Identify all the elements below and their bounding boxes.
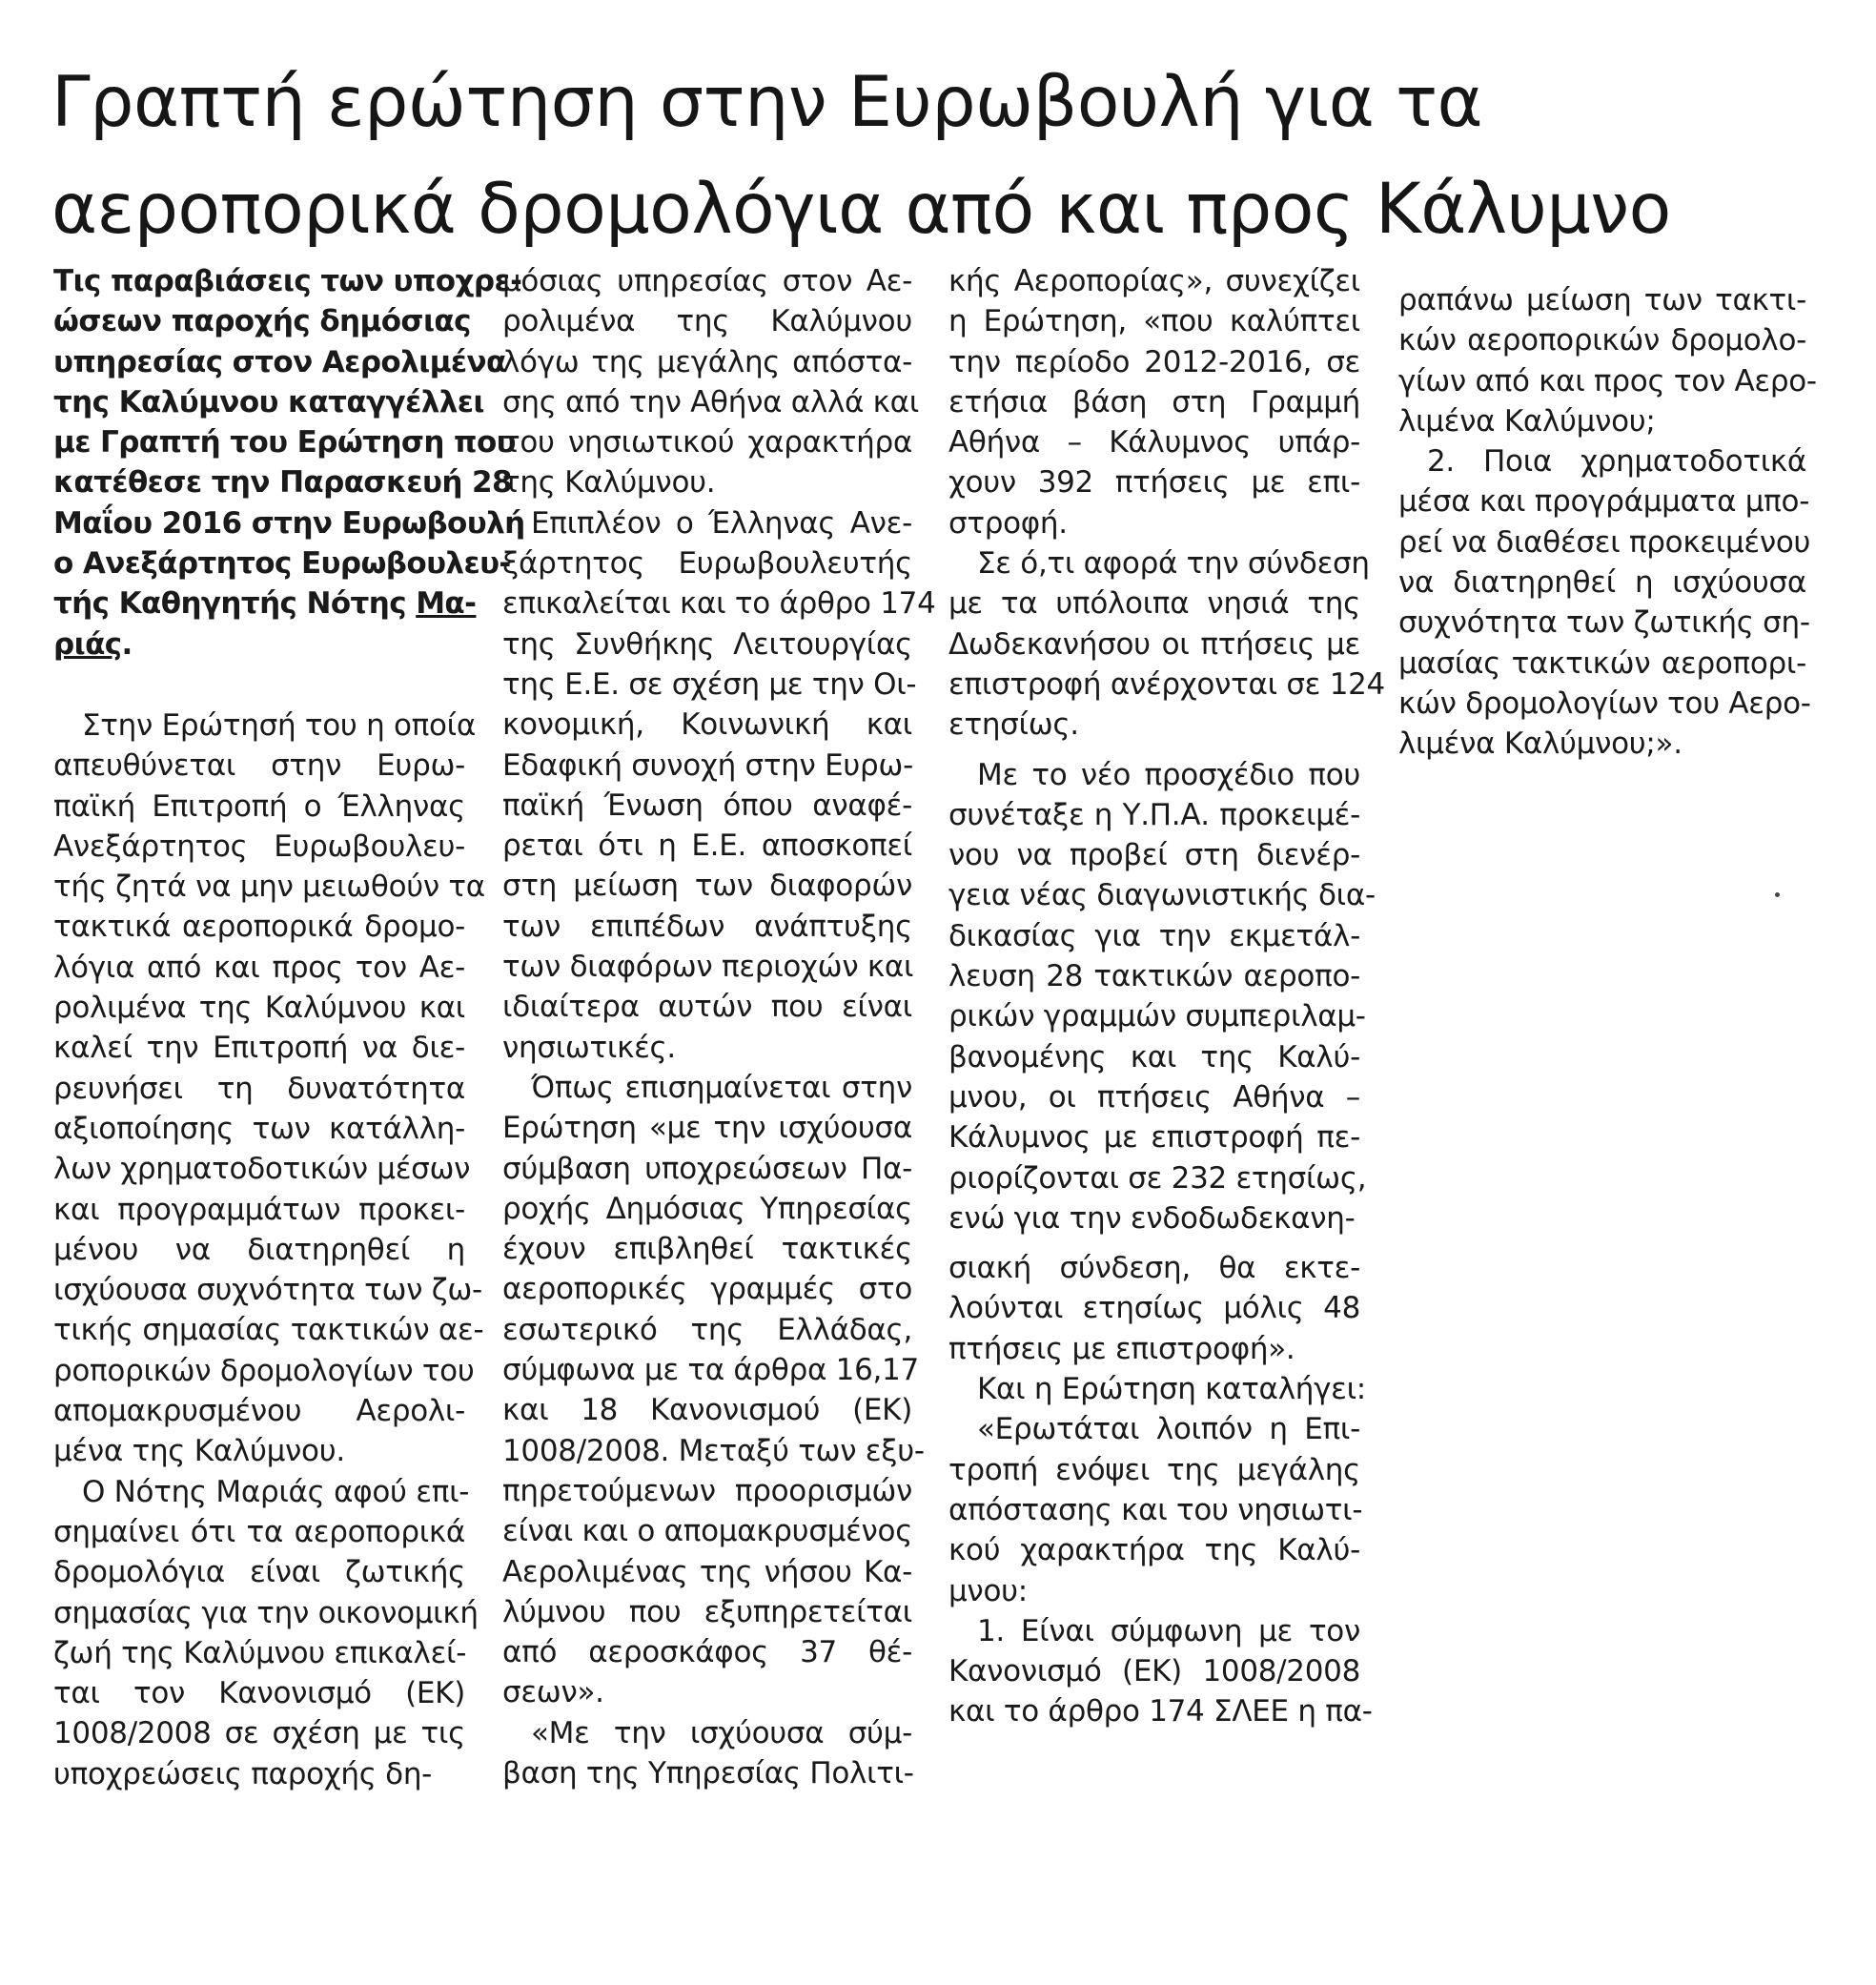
text-line: 1. Είναι σύμφωνη με τον [977,1613,1360,1648]
text-line: ο Ανεξάρτητος Ευρωβουλευ- [53,546,511,582]
paragraph [502,1713,912,1794]
text-line: Όπως επισημαίνεται στην [531,1070,912,1105]
text-line: παϊκή Επιτροπή ο Έλληνας [53,788,465,824]
text-line: πηρετούμενων προορισμών [502,1473,912,1508]
text-line: 1008/2008 σε σχέση με τις [53,1716,465,1751]
text-line: ρικών γραμμών συμπεριλαμ- [948,999,1366,1034]
text-line: παϊκή Ένωση όπου αναφέ- [502,788,912,823]
lead-paragraph [53,261,525,665]
paragraph [948,1409,1363,1610]
text-line: σιακή σύνδεση, θα εκτε- [948,1251,1360,1286]
text-line: σης από την Αθήνα αλλά και [502,384,919,420]
text-line: ετησίως. [948,707,1079,743]
text-line: σημασίας για την οικονομική [53,1595,479,1630]
text-line: από αεροσκάφος 37 θέ- [502,1635,912,1670]
text-line: σεων». [502,1675,604,1710]
text-line: σημαίνει ότι τα αεροπορικά [53,1514,465,1549]
text-line: και το άρθρο 174 ΣΛΕΕ η πα- [948,1694,1373,1729]
text-line: μνου, οι πτήσεις Αθήνα – [948,1079,1360,1115]
text-line: Αερολιμένας της νήσου Κα- [502,1554,912,1589]
text-line: Δωδεκανήσου οι πτήσεις με [948,626,1360,662]
text-line: κατέθεσε την Παρασκευή 28 [53,465,512,501]
text-line: κού χαρακτήρα της Καλύ- [948,1533,1360,1568]
text-line: έχουν επιβληθεί τακτικές [502,1232,912,1267]
paragraph [948,543,1385,745]
text-line: λευση 28 τακτικών αεροπο- [948,959,1360,994]
text-line: λούνται ετησίως μόλις 48 [948,1291,1360,1326]
text-line: της Καλύμνου. [502,465,716,501]
text-line: κονομική, Κοινωνική και [502,707,912,743]
text-line: λιμένα Καλύμνου;». [1398,726,1682,762]
text-line: ρεί να διαθέσει προκειμένου [1398,524,1811,560]
text-line: πτήσεις με επιστροφή». [948,1331,1295,1366]
text-line: λύμνου που εξυπηρετείται [502,1594,912,1629]
text-line: Σε ό,τι αφορά την σύνδεση [977,546,1370,582]
text-line: η Ερώτηση, «που καλύπτει [948,304,1360,339]
text-line: καλεί την Επιτροπή να διε- [53,1031,465,1066]
paragraph [502,261,919,503]
text-line: ρολιμένα της Καλύμνου και [53,991,465,1026]
paragraph [502,503,936,1068]
column-1 [53,261,525,1794]
text-line: Ανεξάρτητος Ευρωβουλευ- [53,829,465,864]
text-line: μένου να διατηρηθεί η [53,1232,465,1267]
text-line: επικαλείται και το άρθρο 174 [502,586,936,622]
text-line: νου να προβεί στη διενέρ- [948,838,1360,873]
text-line: ραπάνω μείωση των τακτι- [1398,283,1806,317]
text-line: Ερώτηση «με την ισχύουσα [502,1111,912,1146]
paragraph [53,706,485,1472]
text-line: την περίοδο 2012-2016, σε [948,344,1360,379]
text-line: ενώ για την ενδοδωδεκανη- [948,1200,1356,1236]
text-line: της Καλύμνου καταγγέλλει [53,384,484,420]
text-line: ται τον Κανονισμό (ΕΚ) [53,1676,465,1711]
text-line: γεια νέας διαγωνιστικής δια- [948,878,1376,913]
text-line: Εδαφική συνοχή στην Ευρω- [502,747,913,783]
headline-line-1: Γραπτή ερώτηση στην Ευρωβουλή για τα [51,62,1483,143]
text-line: Με το νέο προσχέδιο που [977,757,1360,792]
text-line: ρεται ότι η Ε.Ε. αποσκοπεί [502,829,912,864]
paragraph [948,755,1376,1239]
text-line: να διατηρηθεί η ισχύουσα [1398,565,1806,601]
text-line: εσωτερικό της Ελλάδας, [502,1312,912,1347]
text-line: είναι και ο απομακρυσμένος [502,1514,913,1549]
text-line: συνέταξε η Υ.Π.Α. προκειμέ- [948,797,1360,832]
paragraph [502,1068,925,1713]
paragraph [1398,441,1811,764]
text-line: με τα υπόλοιπα νησιά της [948,586,1360,622]
text-line: «Με την ισχύουσα σύμ- [531,1715,912,1750]
text-line: 2. Ποια χρηματοδοτικά [1427,444,1806,480]
paragraph [948,261,1360,543]
text-line: ιδιαίτερα αυτών που είναι [502,990,912,1025]
text-line: υποχρεώσεις παροχής δη- [53,1756,433,1791]
text-line: των επιπέδων ανάπτυξης [502,909,912,944]
text-line: επιστροφή ανέρχονται σε 124 [948,666,1385,702]
text-line: μένα της Καλύμνου. [53,1434,345,1469]
text-line: κής Αεροπορίας», συνεχίζει [948,264,1360,298]
text-line: Επιπλέον ο Έλληνας Ανε- [531,505,912,541]
text-line: γίων από και προς τον Αερο- [1398,363,1817,399]
text-line: βανομένης και της Καλύ- [948,1039,1360,1074]
text-line: κών αεροπορικών δρομολο- [1398,323,1806,358]
article-headline [51,50,1671,263]
text-line: ριορίζονται σε 232 ετησίως, [948,1160,1367,1196]
text-line: κών δρομολογίων του Αερο- [1398,686,1811,721]
text-line: Τις παραβιάσεις των υποχρε- [53,264,522,298]
text-line: βαση της Υπηρεσίας Πολιτι- [502,1755,914,1791]
text-line: τακτικά αεροπορικά δρομο- [53,910,465,945]
text-line: ρολιμένα της Καλύμνου [502,304,912,339]
text-line: Αθήνα – Κάλυμνος υπάρ- [948,425,1360,460]
text-line: Κανονισμό (ΕΚ) 1008/2008 [948,1654,1360,1689]
paragraph [1398,280,1817,441]
text-line: της Συνθήκης Λειτουργίας [502,626,912,662]
text-line: χουν 392 πτήσεις με επι- [948,465,1360,501]
text-line: αξιοποίησης των κατάλλη- [53,1111,465,1146]
text-line: μασίας τακτικών αεροπορι- [1398,645,1806,681]
text-line: αεροπορικές γραμμές στο [502,1272,912,1307]
text-line: Κάλυμνος με επιστροφή πε- [948,1120,1360,1156]
text-line: του νησιωτικού χαρακτήρα [502,425,912,460]
text-line: ριάς. [53,626,133,662]
paragraph [948,1369,1366,1409]
text-line: απόστασης και του νησιωτι- [948,1492,1363,1527]
text-line: νησιωτικές. [502,1030,676,1065]
text-line: μνου: [948,1573,1028,1608]
column-4 [1398,280,1817,765]
text-line: απευθύνεται στην Ευρω- [53,748,465,784]
text-line: στροφή. [948,505,1068,541]
text-line: 1008/2008. Μεταξύ των εξυ- [502,1433,925,1468]
text-line: και 18 Κανονισμού (ΕΚ) [502,1393,912,1428]
text-line: ροχής Δημόσιας Υπηρεσίας [502,1191,912,1226]
text-line: σύμβαση υποχρεώσεων Πα- [502,1151,912,1186]
text-line: στη μείωση των διαφορών [502,869,912,904]
text-line: ισχύουσα συχνότητα των ζω- [53,1273,482,1308]
text-line: και προγραμμάτων προκει- [53,1192,465,1227]
text-line: δικασίας για την εκμετάλ- [948,918,1360,953]
text-line: συχνότητα των ζωτικής ση- [1398,605,1810,641]
text-line: λιμένα Καλύμνου; [1398,403,1656,439]
text-line: της Ε.Ε. σε σχέση με την Οι- [502,666,917,702]
text-line: απομακρυσμένου Αερολι- [53,1394,465,1429]
text-line: ξάρτητος Ευρωβουλευτής [502,546,912,582]
text-line: Μαΐου 2016 στην Ευρωβουλή [53,505,525,541]
text-line: λόγια από και προς τον Αε- [53,950,465,985]
text-line: λων χρηματοδοτικών μέσων [53,1152,471,1187]
text-line: τής Καθηγητής Νότης Μα- [53,586,477,622]
text-line: ροπορικών δρομολογίων του [53,1353,475,1388]
paragraph [53,1472,479,1794]
text-line: ώσεων παροχής δημόσιας [53,304,471,339]
text-line: Στην Ερώτησή του η οποία [82,707,476,743]
text-line: σύμφωνα με τα άρθρα 16,17 [502,1353,919,1388]
text-line: ετήσια βάση στη Γραμμή [948,384,1360,420]
text-line: μέσα και προγράμματα μπο- [1398,484,1810,520]
headline-line-2: αεροπορικά δρομολόγια από και προς Κάλυμνο [51,169,1671,250]
text-line: των διαφόρων περιοχών και [502,950,914,985]
column-2 [502,261,936,1793]
column-3 [948,261,1385,1732]
text-line: Ο Νότης Μαριάς αφού επι- [82,1474,470,1509]
text-line: Και η Ερώτηση καταλήγει: [977,1372,1366,1407]
text-line: λόγω της μεγάλης απόστα- [502,344,912,379]
text-line: τικής σημασίας τακτικών αε- [53,1313,484,1348]
text-line: μόσιας υπηρεσίας στον Αε- [502,264,912,298]
text-line: υπηρεσίας στον Αερολιμένα [53,344,506,379]
paragraph [948,1611,1373,1732]
text-line: δρομολόγια είναι ζωτικής [53,1555,465,1590]
text-line: με Γραπτή του Ερώτηση που [53,425,516,460]
text-line: ρευνήσει τη δυνατότητα [53,1071,465,1106]
text-line: τής ζητά να μην μειωθούν τα [53,870,485,905]
text-line: «Ερωτάται λοιπόν η Επι- [977,1412,1360,1447]
text-line: τροπή ενόψει της μεγάλης [948,1452,1360,1487]
paragraph [948,1248,1360,1369]
text-line: ζωή της Καλύμνου επικαλεί- [53,1635,467,1670]
print-speck [1775,892,1780,897]
